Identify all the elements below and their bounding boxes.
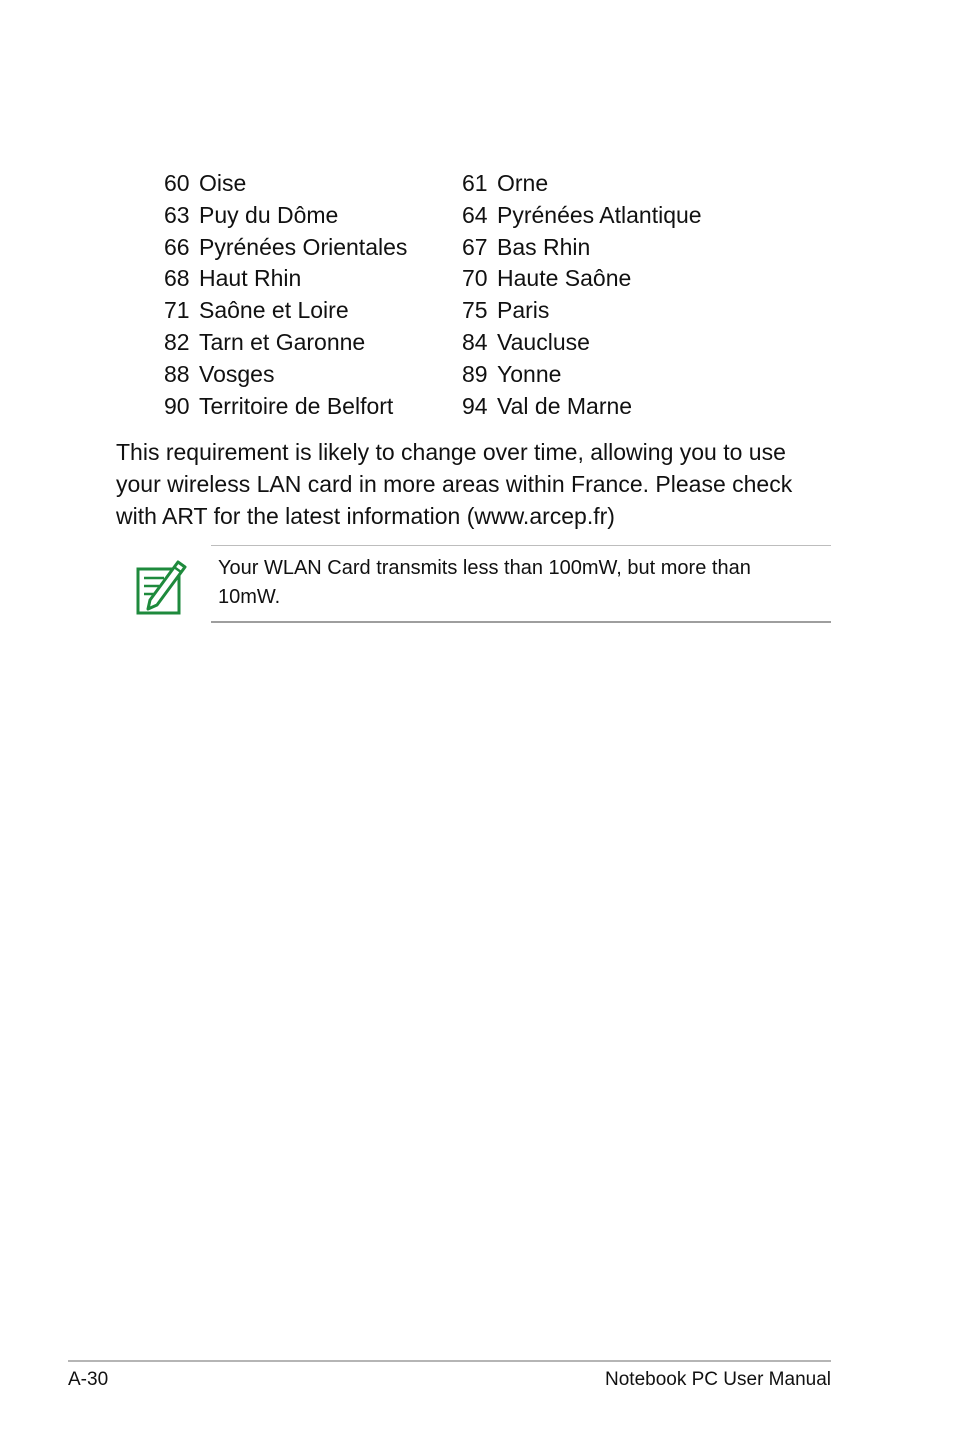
- department-entry: [164, 263, 301, 295]
- department-number: 89: [462, 360, 488, 387]
- footer-divider: [68, 1360, 831, 1362]
- department-name: Territoire de Belfort: [199, 392, 394, 419]
- department-entry: [462, 359, 561, 391]
- department-number: 67: [462, 233, 488, 260]
- department-name: Puy du Dôme: [199, 201, 339, 228]
- department-row: [164, 391, 764, 423]
- department-entry: [164, 327, 365, 359]
- department-entry: [164, 168, 246, 200]
- department-name: Orne: [497, 170, 549, 196]
- department-entry: [164, 295, 349, 327]
- department-entry: [164, 200, 338, 232]
- department-number: 61: [462, 170, 488, 196]
- info-paragraph: This requirement is likely to change over time, allowing you to use your wireless LAN card in more areas within France. Please check with ART for the latest information (www.arcep.fr): [116, 439, 793, 529]
- department-entry: [462, 200, 702, 232]
- department-number: 84: [462, 328, 488, 355]
- department-number: 82: [164, 328, 190, 355]
- department-number: 60: [164, 170, 190, 196]
- department-entry: [462, 295, 549, 327]
- note-text: Your WLAN Card transmits less than 100mW, but more than 10mW.: [218, 557, 751, 608]
- department-number: 66: [164, 233, 190, 260]
- department-row: [164, 200, 764, 232]
- department-name: Haute Saône: [497, 265, 632, 292]
- department-name: Haut Rhin: [199, 265, 302, 292]
- department-row: [164, 295, 764, 327]
- department-row: [164, 168, 764, 200]
- note-box: [211, 545, 831, 623]
- department-row: [164, 359, 764, 391]
- department-number: 68: [164, 265, 190, 292]
- department-name: Pyrénées Atlantique: [497, 201, 702, 228]
- department-entry: [164, 391, 393, 423]
- department-name: Vosges: [199, 360, 275, 387]
- department-name: Bas Rhin: [497, 233, 591, 260]
- department-row: [164, 232, 764, 264]
- department-name: Val de Marne: [497, 392, 633, 419]
- department-name: Tarn et Garonne: [199, 328, 366, 355]
- department-number: 64: [462, 201, 488, 228]
- department-entry: [462, 263, 631, 295]
- department-name: Yonne: [497, 360, 562, 387]
- department-entry: [462, 327, 590, 359]
- department-entry: [462, 232, 590, 264]
- department-entry: [462, 168, 548, 200]
- department-list: [164, 168, 764, 422]
- department-number: 94: [462, 392, 488, 419]
- department-number: 63: [164, 201, 190, 228]
- department-row: [164, 263, 764, 295]
- footer-manual-title: Notebook PC User Manual: [605, 1369, 831, 1390]
- department-row: [164, 327, 764, 359]
- note-pencil-icon: [135, 556, 187, 616]
- department-entry: [462, 391, 632, 423]
- department-number: 88: [164, 360, 190, 387]
- footer-page-number: A-30: [68, 1369, 109, 1390]
- department-number: 75: [462, 297, 488, 324]
- department-number: 71: [164, 297, 190, 324]
- department-name: Pyrénées Orientales: [199, 233, 408, 260]
- department-name: Oise: [199, 170, 247, 196]
- department-number: 70: [462, 265, 488, 292]
- department-name: Vaucluse: [497, 328, 590, 355]
- department-entry: [164, 232, 407, 264]
- department-entry: [164, 359, 274, 391]
- department-number: 90: [164, 392, 190, 419]
- department-name: Saône et Loire: [199, 297, 349, 324]
- department-name: Paris: [497, 297, 550, 324]
